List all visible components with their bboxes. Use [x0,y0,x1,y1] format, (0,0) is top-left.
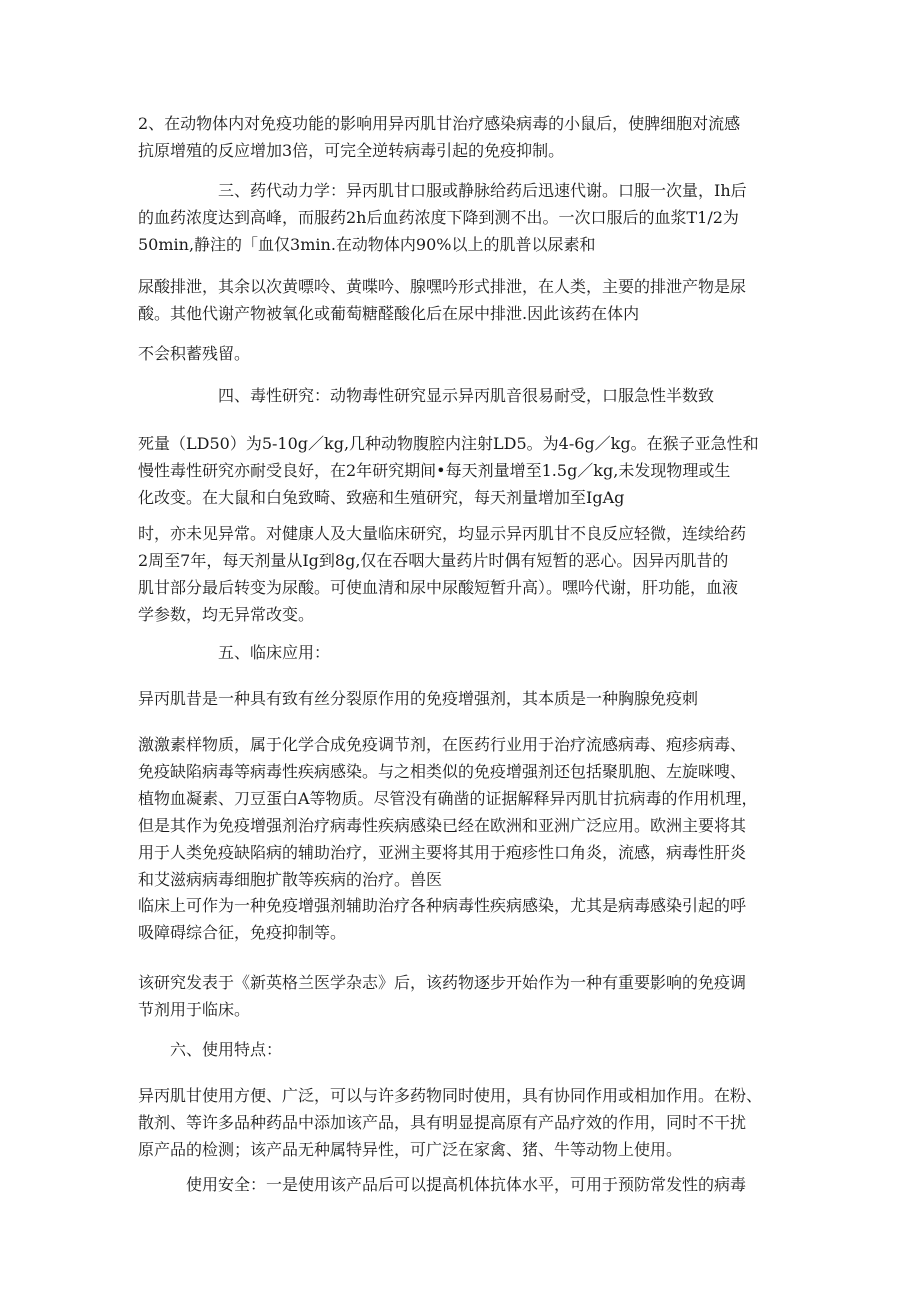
text-line: 五、临床应用： [218,643,331,662]
text-line: 时，亦未见异常。对健康人及大量临床研究，均显示异丙肌甘不良反应轻微，连续给药 [138,524,747,543]
text-line: 吸障碍综合征，免疫抑制等。 [138,923,347,942]
text-line: 尿酸排泄，其余以次黄嘌呤、黄喋吟、腺嘿吟形式排泄，在人类，主要的排泄产物是尿 [138,277,747,296]
text-line: 但是其作为免疫增强剂治疗病毒性疾病感染已经在欧洲和亚洲广泛应用。欧洲主要将其 [138,816,747,835]
text-line: 植物血凝素、刀豆蛋白A等物质。尽管没有确凿的证据解释异丙肌甘抗病毒的作用机理， [138,789,758,808]
text-line: 不会积蓄残留。 [138,344,251,363]
text-line: 抗原增殖的反应增加3倍，可完全逆转病毒引起的免疫抑制。 [138,141,565,160]
text-line: 50min,静注的「血仅3min.在动物体内90%以上的肌普以尿素和 [138,235,596,254]
section-heading-clinical-use [138,639,788,666]
paragraph-clinical-details [138,731,788,893]
paragraph-human-studies [138,520,788,628]
paragraph-excretion [138,273,788,327]
text-line: 使用安全：一是使用该产品后可以提高机体抗体水平，可用于预防常发性的病毒 [186,1175,747,1194]
text-line: 慢性毒性研究亦耐受良好，在2年研究期间•每天剂量增至1.5g／kg,未发现物理或生 [138,461,731,480]
paragraph-usage-features [138,1082,788,1163]
text-line: 三、药代动力学：异丙肌甘口服或静脉给药后迅速代谢。口服一次量，Ih后 [218,181,747,200]
paragraph-lethal-dose [138,430,788,511]
text-line: 该研究发表于《新英格兰医学杂志》后，该药物逐步开始作为一种有重要影响的免疫调 [138,973,747,992]
paragraph-pharmacokinetics [138,177,788,258]
paragraph-usage-safety [138,1171,788,1198]
text-line: 散剂、等许多品种药品中添加该产品，具有明显提高原有产品疗效的作用，同时不干扰 [138,1113,747,1132]
text-line: 肌甘部分最后转变为尿酸。可使血清和尿中尿酸短暂升高）。嘿吟代谢，肝功能，血液 [138,578,739,597]
text-line: 用于人类免疫缺陷病的辅助治疗，亚洲主要将其用于疱疹性口角炎，流感，病毒性肝炎 [138,843,747,862]
text-line: 六、使用特点： [170,1040,283,1059]
paragraph-veterinary-use [138,892,788,946]
text-line: 节剂用于临床。 [138,1000,251,1019]
text-line: 激激素样物质，属于化学合成免疫调节剂，在医药行业用于治疗流感病毒、疱疹病毒、 [138,735,747,754]
text-line: 异丙肌甘使用方便、广泛，可以与许多药物同时使用，具有协同作用或相加作用。在粉、 [138,1086,763,1105]
text-line: 原产品的检测；该产品无种属特异性，可广泛在家禽、猪、牛等动物上使用。 [138,1140,683,1159]
section-heading-usage-features [138,1036,788,1063]
text-line: 酸。其他代谢产物被氧化或葡萄糖醛酸化后在尿中排泄.因此该药在体内 [138,304,640,323]
text-line: 死量（LD50）为5-10g／kg,几种动物腹腔内注射LD5。为4-6g／kg。在猴子亚急性和 [138,434,759,453]
text-line: 异丙肌昔是一种具有致有丝分裂原作用的免疫增强剂，其本质是一种胸腺免疫刺 [138,689,699,708]
text-line: 免疫缺陷病毒等病毒性疾病感染。与之相类似的免疫增强剂还包括聚肌胞、左旋咪嗖、 [138,762,747,781]
text-line: 2周至7年，每天剂量从Ig到8g,仅在吞咽大量药片时偶有短暂的恶心。因异丙肌昔的 [138,551,729,570]
paragraph-no-accumulation [138,340,788,367]
paragraph-toxicity-heading [138,382,788,409]
paragraph-immune-function [138,110,788,164]
text-line: 的血药浓度达到高峰，而服药2h后血药浓度下降到测不出。一次口服后的血浆T1/2为 [138,208,739,227]
text-line: 四、毒性研究：动物毒性研究显示异丙肌音很易耐受，口服急性半数致 [218,386,715,405]
paragraph-clinical-intro [138,685,788,712]
text-line: 临床上可作为一种免疫增强剂辅助治疗各种病毒性疾病感染，尤其是病毒感染引起的呼 [138,896,747,915]
text-line: 和艾滋病病毒细胞扩散等疾病的治疗。兽医 [138,870,443,889]
text-line: 化改变。在大鼠和白兔致畸、致癌和生殖研究，每天剂量增加至IgAg [138,488,625,507]
text-line: 2、在动物体内对免疫功能的影响用异丙肌甘治疗感染病毒的小鼠后，使脾细胞对流感 [138,114,741,133]
paragraph-publication [138,969,788,1023]
text-line: 学参数，均无异常改变。 [138,605,315,624]
